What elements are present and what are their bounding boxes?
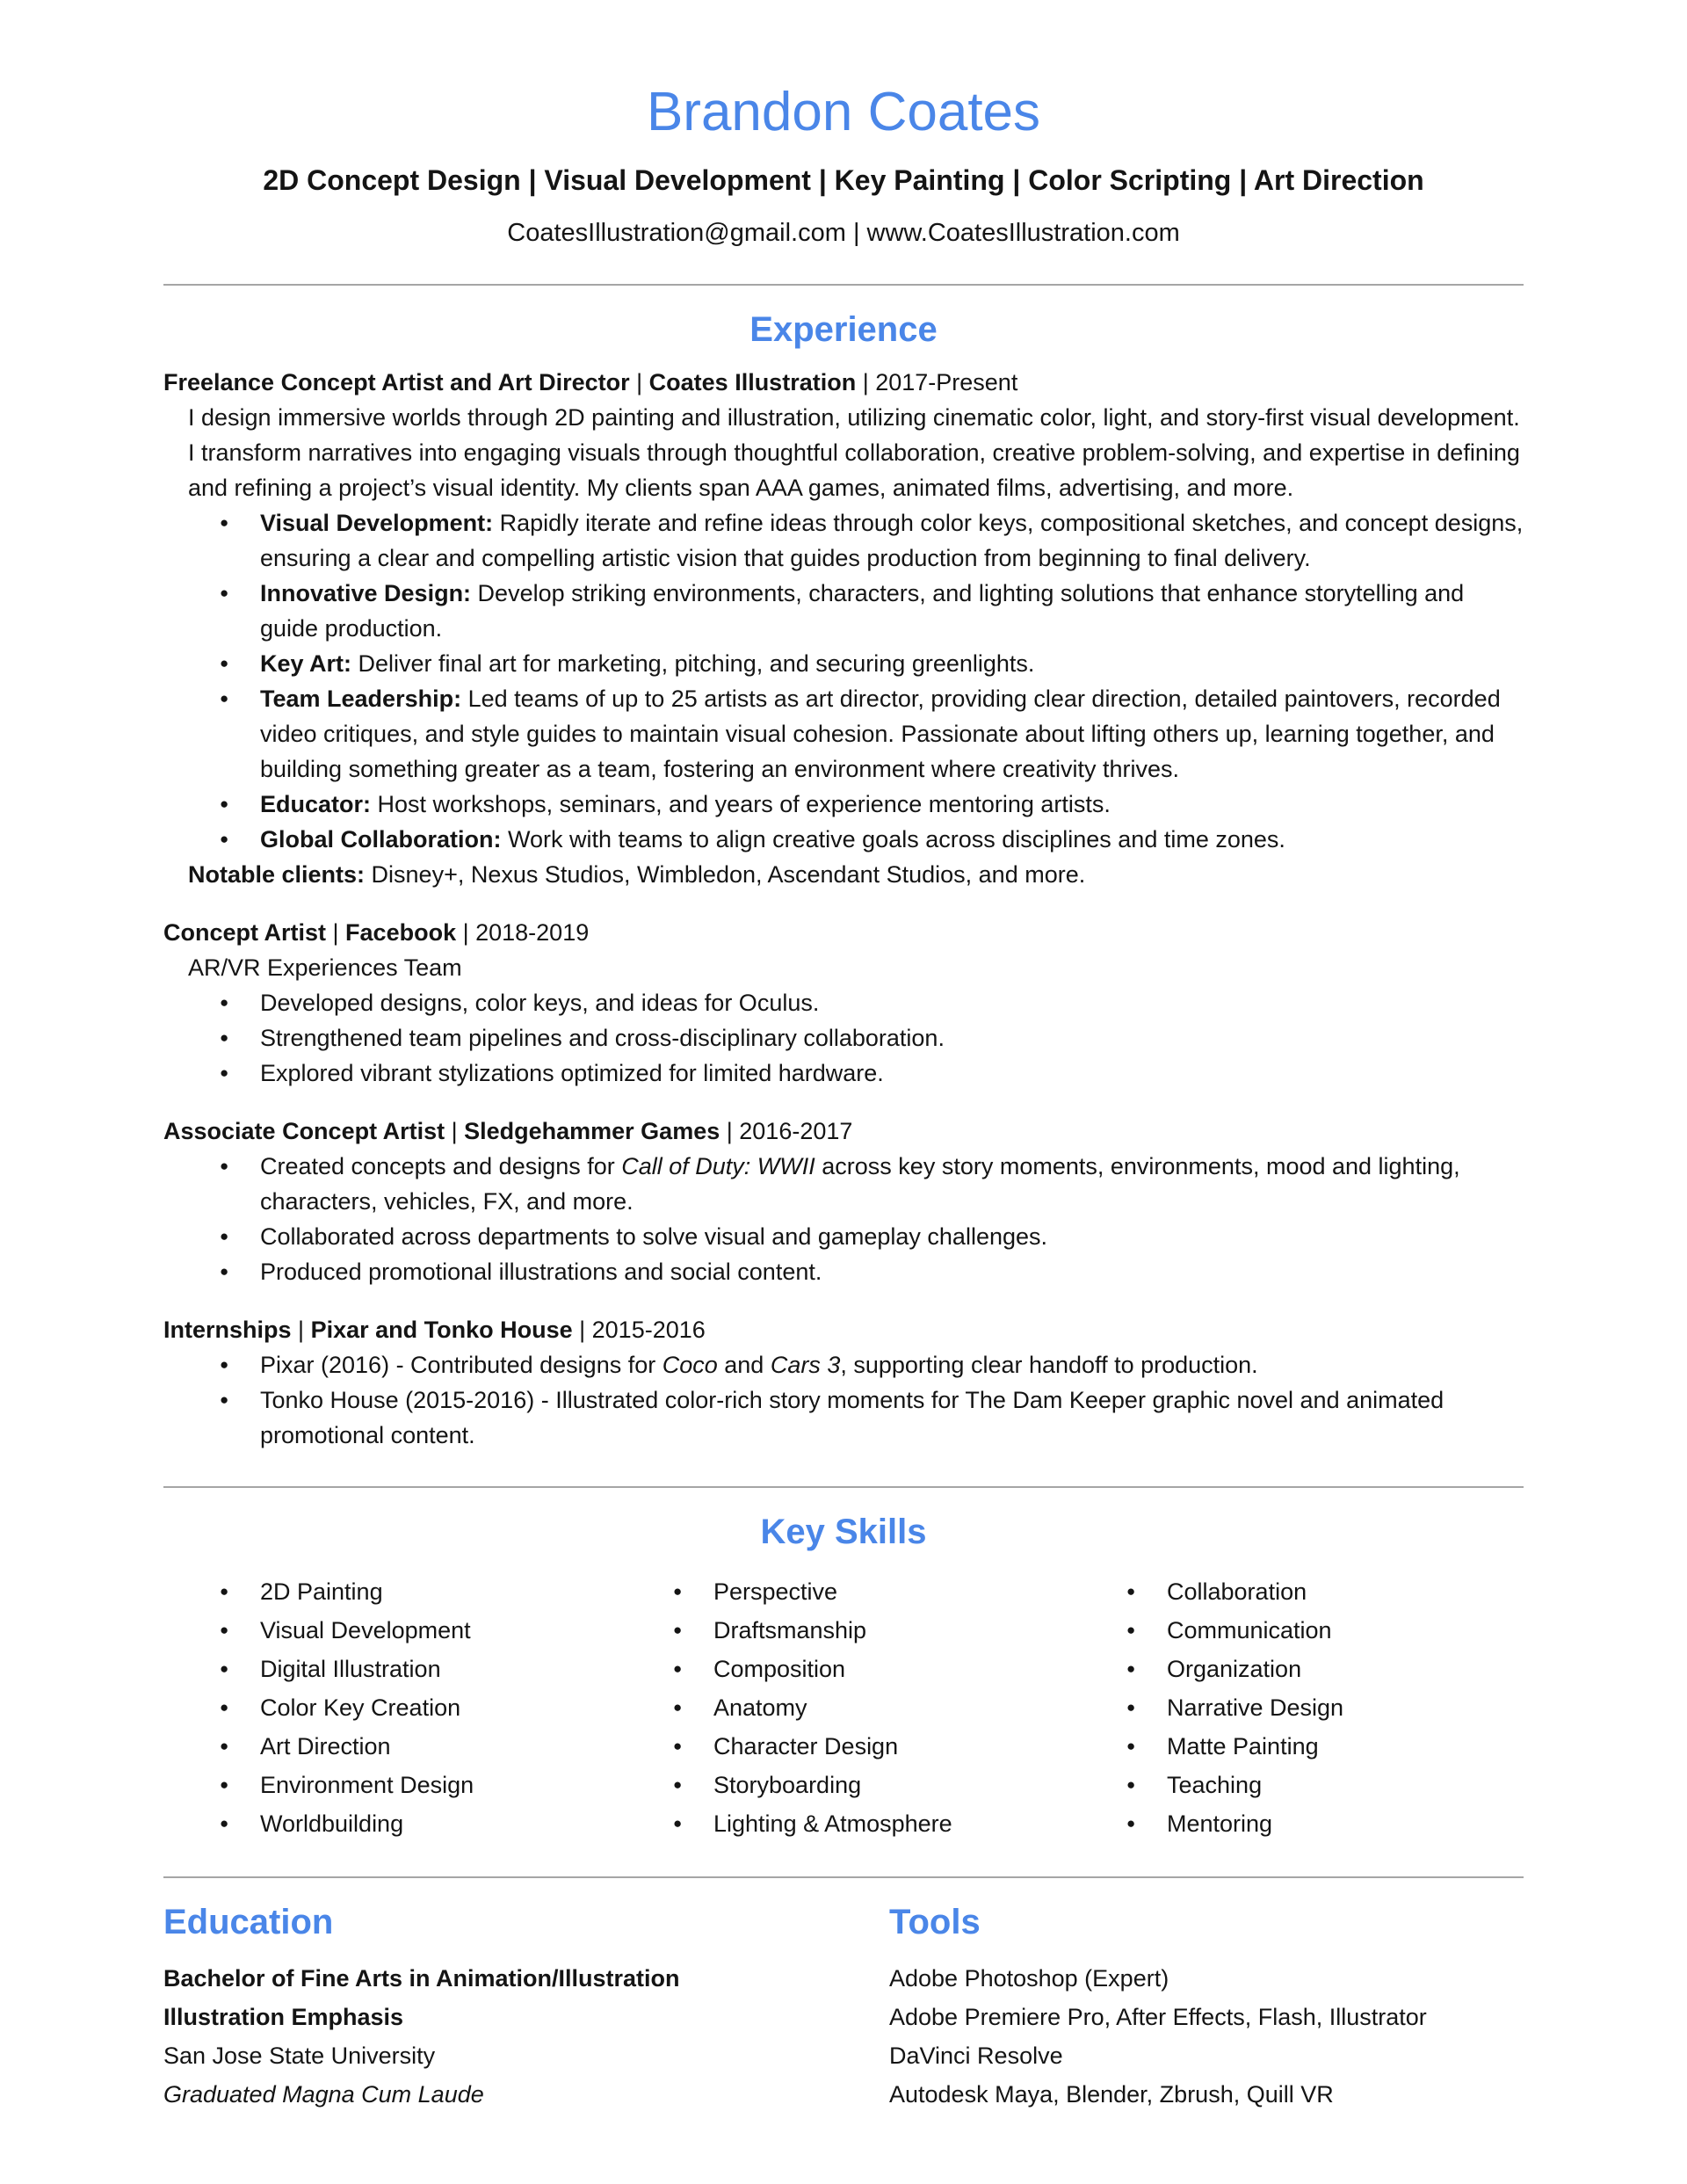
skills-heading: Key Skills: [760, 1512, 927, 1551]
text-run: Explored vibrant stylizations optimized for limited hardware.: [260, 1059, 884, 1086]
skills-columns: [163, 1572, 1524, 1843]
skill-item: ● Matte Painting: [1126, 1727, 1524, 1766]
education-tools-row: [163, 1878, 1524, 2114]
job-bullet: [220, 1020, 1524, 1056]
info-line: Bachelor of Fine Arts in Animation/Illustration: [163, 1964, 680, 1992]
tagline: 2D Concept Design | Visual Development | Key Painting | Color Scripting | Art Direction: [263, 164, 1424, 197]
text-run: Rapidly iterate and refine ideas through color keys, compositional sketches, and concept designs, ensuring a clear and compelling artistic vision that guides production from beginning to final delivery.: [260, 509, 1524, 571]
skills-column: [1126, 1572, 1524, 1843]
person-name: Brandon Coates: [646, 82, 1041, 142]
text-run: |: [326, 918, 346, 946]
text-run: Visual Development:: [260, 509, 494, 536]
job-bullet: [220, 1382, 1524, 1453]
text-run: Innovative Design:: [260, 579, 472, 606]
job-entry: [163, 1114, 1524, 1289]
skills-column: [673, 1572, 1070, 1843]
job-summary: [188, 400, 1524, 505]
job-entry: [163, 915, 1524, 1091]
text-run: Coco: [662, 1351, 718, 1378]
skills-section: [163, 1511, 1524, 1843]
text-run: Pixar and Tonko House: [310, 1316, 573, 1343]
job-bullet: [220, 787, 1524, 822]
info-line: DaVinci Resolve: [889, 2042, 1063, 2069]
tools-section: [889, 1878, 1524, 2114]
job-bullet-list: [220, 985, 1524, 1091]
website: www.CoatesIllustration.com: [866, 218, 1180, 247]
text-run: Coates Illustration: [648, 368, 857, 395]
skill-item: ● Lighting & Atmosphere: [673, 1804, 1070, 1843]
info-line: Adobe Premiere Pro, After Effects, Flash, Illustrator: [889, 2003, 1427, 2030]
text-run: Pixar (2016) - Contributed designs for: [260, 1351, 662, 1378]
skill-item: ● Visual Development: [220, 1611, 617, 1650]
text-run: Freelance Concept Artist and Art Director: [163, 368, 630, 395]
job-entry: [163, 365, 1524, 892]
education-heading: Education: [163, 1902, 334, 1941]
text-run: I design immersive worlds through 2D painting and illustration, utilizing cinematic color, light, and story-first visual development. I transform narratives into engaging visuals through thoughtful collaboration, creative problem-solving, and expertise in defining and refining a project’s visual identity. My clients span AAA games, animated films, advertising, and more.: [188, 403, 1520, 501]
tools-heading: Tools: [889, 1902, 981, 1941]
job-bullet: [220, 1056, 1524, 1091]
skill-item: ● 2D Painting: [220, 1572, 617, 1611]
job-bullet: [220, 1149, 1524, 1219]
text-run: Notable clients:: [188, 860, 366, 888]
skill-item: ● Organization: [1126, 1650, 1524, 1688]
text-run: | 2017-Present: [856, 368, 1018, 395]
job-bullet-list: [220, 505, 1524, 857]
skill-item: ● Teaching: [1126, 1766, 1524, 1804]
text-run: Internships: [163, 1316, 292, 1343]
text-run: Key Art:: [260, 649, 352, 677]
text-run: Global Collaboration:: [260, 825, 502, 853]
experience-heading: Experience: [749, 309, 938, 349]
contact-line: [163, 217, 1524, 250]
job-bullet: [220, 822, 1524, 857]
info-line: Autodesk Maya, Blender, Zbrush, Quill VR: [889, 2080, 1334, 2108]
skill-item: ● Composition: [673, 1650, 1070, 1688]
text-run: |: [629, 368, 649, 395]
skill-item: ● Mentoring: [1126, 1804, 1524, 1843]
job-bullet: [220, 985, 1524, 1020]
skill-item: ● Storyboarding: [673, 1766, 1070, 1804]
info-line: San Jose State University: [163, 2042, 436, 2069]
text-run: Tonko House (2015-2016) - Illustrated color-rich story moments for The Dam Keeper graphic novel and animated promotional content.: [260, 1386, 1444, 1448]
text-run: |: [291, 1316, 311, 1343]
header-divider: [163, 284, 1524, 286]
job-heading: [163, 365, 1524, 400]
text-run: across key story moments, environments, mood and lighting, characters, vehicles, FX, and more.: [260, 1152, 1460, 1215]
job-bullet: [220, 646, 1524, 681]
text-run: Deliver final art for marketing, pitching, and securing greenlights.: [351, 649, 1035, 677]
text-run: Cars 3: [770, 1351, 841, 1378]
experience-section: [163, 308, 1524, 1453]
text-run: Concept Artist: [163, 918, 327, 946]
job-bullet-list: [220, 1347, 1524, 1453]
text-run: Produced promotional illustrations and social content.: [260, 1258, 822, 1285]
info-line: Adobe Photoshop (Expert): [889, 1964, 1169, 1992]
resume-header: [163, 81, 1524, 250]
job-heading: [163, 1312, 1524, 1347]
text-run: Facebook: [345, 918, 457, 946]
text-run: Educator:: [260, 790, 372, 817]
skill-item: ● Communication: [1126, 1611, 1524, 1650]
experience-skills-divider: [163, 1486, 1524, 1488]
text-run: Develop striking environments, characters, and lighting solutions that enhance storytelling and guide production.: [260, 579, 1465, 642]
job-bullet: [220, 1347, 1524, 1382]
text-run: | 2018-2019: [456, 918, 590, 946]
text-run: Host workshops, seminars, and years of experience mentoring artists.: [371, 790, 1111, 817]
skills-column: [220, 1572, 617, 1843]
text-run: | 2016-2017: [720, 1117, 853, 1144]
skill-item: ● Character Design: [673, 1727, 1070, 1766]
text-run: | 2015-2016: [572, 1316, 706, 1343]
text-run: AR/VR Experiences Team: [188, 954, 462, 981]
skill-item: ● Art Direction: [220, 1727, 617, 1766]
skill-item: ● Digital Illustration: [220, 1650, 617, 1688]
text-run: Strengthened team pipelines and cross-disciplinary collaboration.: [260, 1024, 945, 1051]
text-run: Developed designs, color keys, and ideas for Oculus.: [260, 989, 820, 1016]
job-bullet: [220, 1254, 1524, 1289]
text-run: and: [717, 1351, 771, 1378]
job-bullet: [220, 1219, 1524, 1254]
skill-item: ● Worldbuilding: [220, 1804, 617, 1843]
text-run: Work with teams to align creative goals across disciplines and time zones.: [501, 825, 1285, 853]
job-summary: [188, 950, 1524, 985]
job-bullet: [220, 576, 1524, 646]
text-run: Team Leadership:: [260, 685, 462, 712]
text-run: Led teams of up to 25 artists as art director, providing clear direction, detailed paintovers, recorded video critiques, and style guides to maintain visual cohesion. Passionate about lifting others up, learning together, and building something greater as a team, fostering an environment where creativity thrives.: [260, 685, 1501, 782]
text-run: Collaborated across departments to solve visual and gameplay challenges.: [260, 1223, 1048, 1250]
skill-item: ● Draftsmanship: [673, 1611, 1070, 1650]
skill-item: ● Anatomy: [673, 1688, 1070, 1727]
text-run: , supporting clear handoff to production.: [840, 1351, 1258, 1378]
job-bullet-list: [220, 1149, 1524, 1289]
education-section: [163, 1878, 889, 2114]
job-bullet: [220, 681, 1524, 787]
text-run: Call of Duty: WWII: [621, 1152, 815, 1179]
contact-separator: |: [845, 218, 867, 247]
skill-item: ● Narrative Design: [1126, 1688, 1524, 1727]
text-run: Associate Concept Artist: [163, 1117, 445, 1144]
text-run: |: [445, 1117, 465, 1144]
skill-item: ● Perspective: [673, 1572, 1070, 1611]
skill-item: ● Collaboration: [1126, 1572, 1524, 1611]
info-line: Illustration Emphasis: [163, 2003, 404, 2030]
job-bullet: [220, 505, 1524, 576]
skill-item: ● Environment Design: [220, 1766, 617, 1804]
skill-item: ● Color Key Creation: [220, 1688, 617, 1727]
job-entry: [163, 1312, 1524, 1453]
job-note: [188, 857, 1524, 892]
text-run: Disney+, Nexus Studios, Wimbledon, Ascendant Studios, and more.: [365, 860, 1086, 888]
text-run: Sledgehammer Games: [464, 1117, 720, 1144]
job-heading: [163, 915, 1524, 950]
text-run: Created concepts and designs for: [260, 1152, 622, 1179]
education-lines: [163, 1959, 889, 2114]
jobs-list: [163, 365, 1524, 1453]
email: CoatesIllustration@gmail.com: [507, 218, 846, 247]
info-line: Graduated Magna Cum Laude: [163, 2080, 484, 2108]
job-heading: [163, 1114, 1524, 1149]
tools-lines: [889, 1959, 1524, 2114]
